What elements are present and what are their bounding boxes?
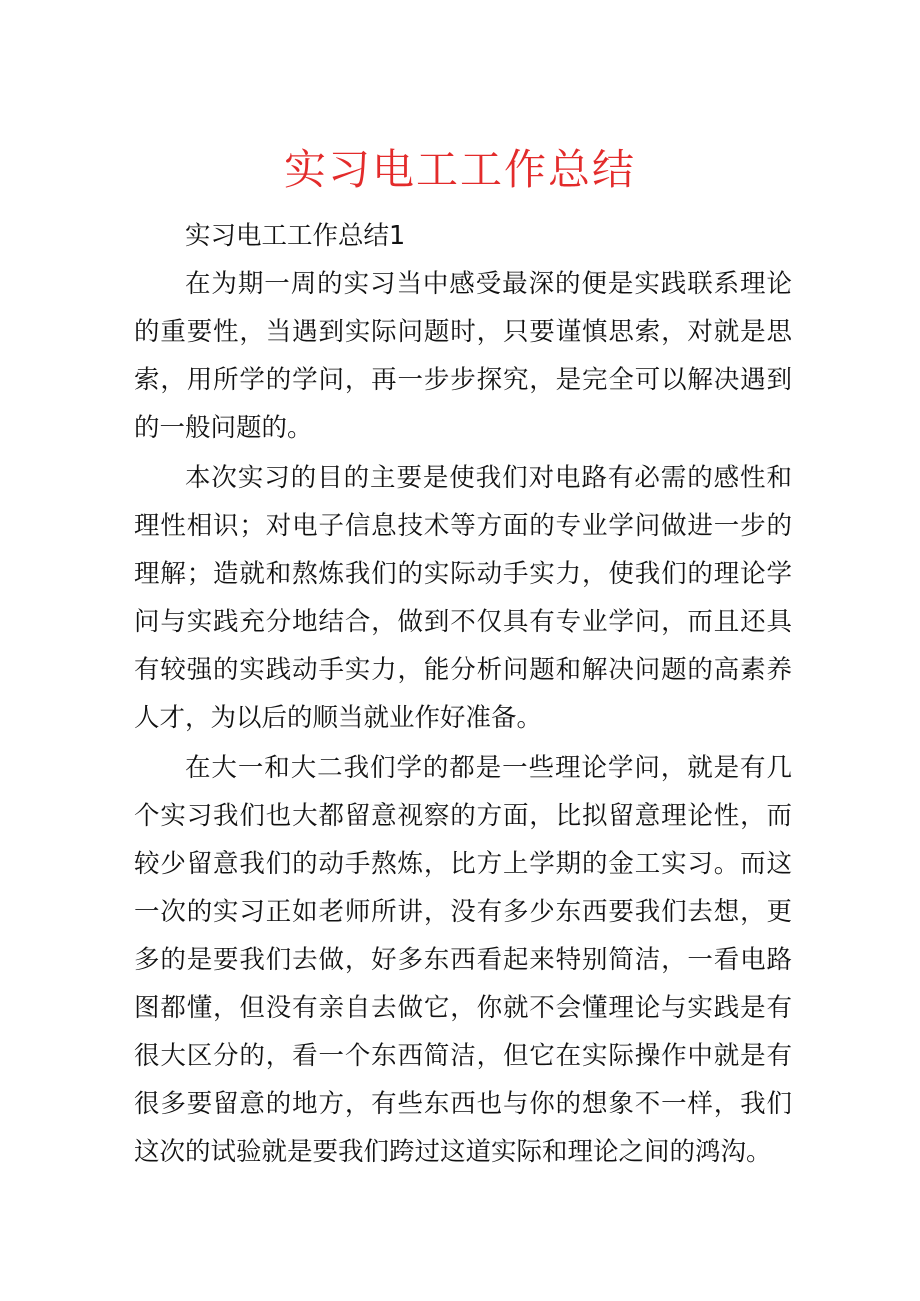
paragraph-3: 在大一和大二我们学的都是一些理论学问，就是有几个实习我们也大都留意视察的方面，比拟留意理论性，而较少留意我们的动手熬炼，比方上学期的金工实习。而这一次的实习正如老师所讲，没有多少东西要我们去想，更多的是要我们去做，好多东西看起来特别简洁，一看电路图都懂，但没有亲自去做它，你就不会懂理论与实践是有很大区分的，看一个东西简洁，但它在实际操作中就是有很多要留意的地方，有些东西也与你的想象不一样，我们这次的试验就是要我们跨过这道实际和理论之间的鸿沟。 <box>134 753 792 1167</box>
document-body <box>134 212 792 1178</box>
paragraph-1: 在为期一周的实习当中感受最深的便是实践联系理论的重要性，当遇到实际问题时，只要谨慎思索，对就是思索，用所学的学问，再一步步探究，是完全可以解决遇到的一般问题的。 <box>134 269 792 443</box>
section-heading: 实习电工工作总结1 <box>185 221 406 251</box>
document-title: 实习电工工作总结 <box>283 145 636 194</box>
paragraph-2: 本次实习的目的主要是使我们对电路有必需的感性和理性相识；对电子信息技术等方面的专业学问做进一步的理解；造就和熬炼我们的实际动手实力，使我们的理论学问与实践充分地结合，做到不仅具有专业学问，而且还具有较强的实践动手实力，能分析问题和解决问题的高素养人才，为以后的顺当就业作好准备。 <box>134 463 792 733</box>
